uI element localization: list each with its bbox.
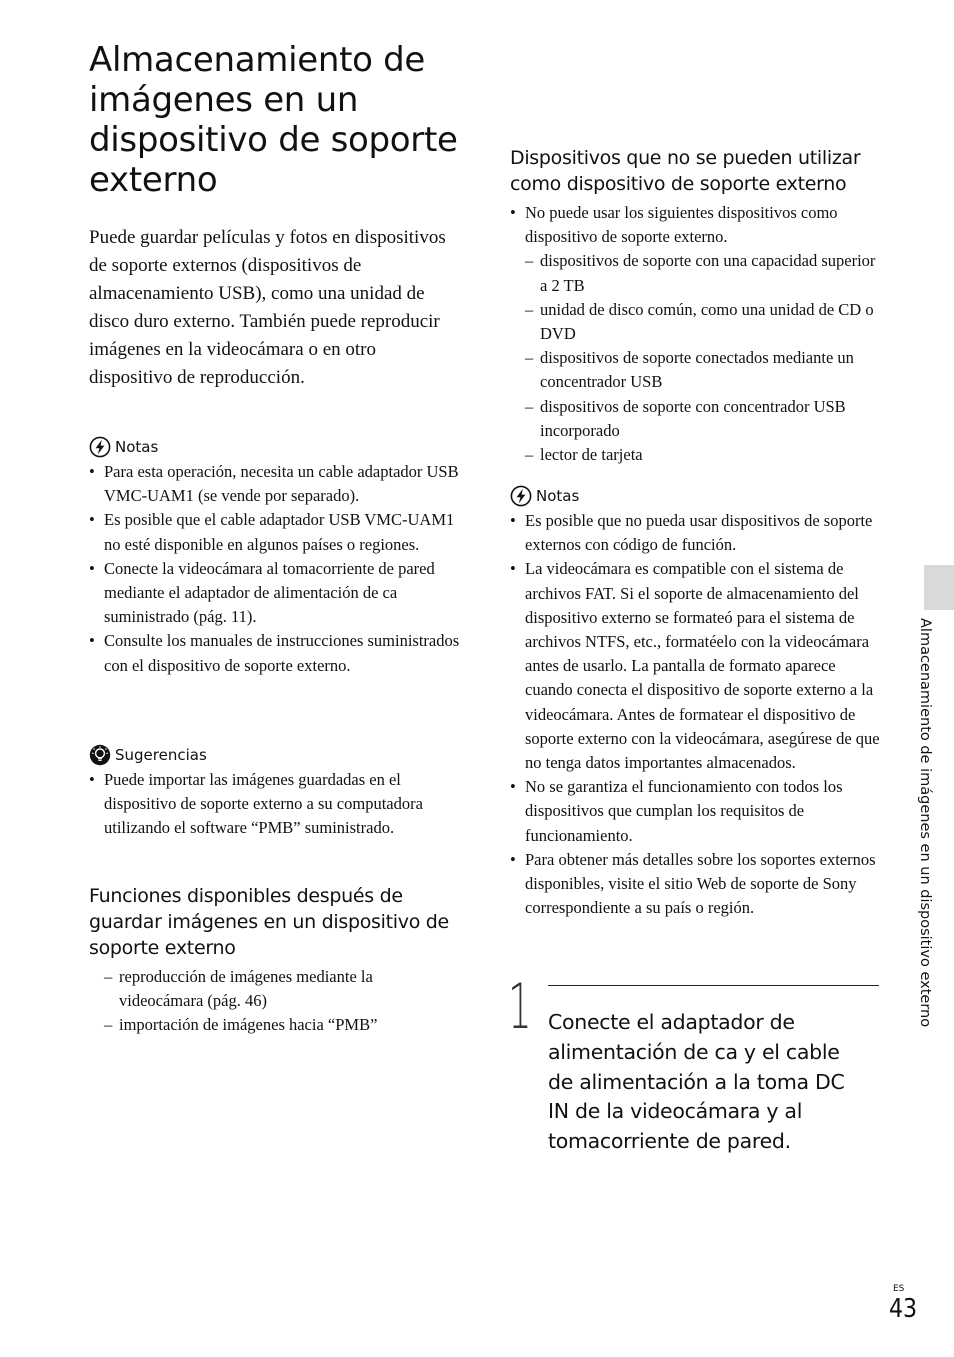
step-divider	[548, 985, 879, 986]
tips-list	[89, 768, 434, 841]
notes-label: Notas	[115, 438, 159, 456]
notes-label: Notas	[536, 487, 580, 505]
section-side-label: Almacenamiento de imágenes en un dispositivo externo	[917, 618, 933, 1028]
unusable-list	[510, 201, 882, 467]
list-item: • Para esta operación, necesita un cable adaptador USB VMC-UAM1 (se vende por separado).	[89, 460, 464, 508]
list-item: • La videocámara es compatible con el sistema de archivos FAT. Si el soporte de almacenamiento del dispositivo externo se formateó para el sistema de archivos NTFS, etc., formatéelo con la videocámara antes de usarlo. La pantalla de formato aparece cuando conecta el dispositivo de soporte externo a la videocámara. Antes de formatear el dispositivo de soporte externo con la videocámara, asegúrese de que no tenga datos importantes almacenados.	[510, 557, 882, 775]
list-item: – dispositivos de soporte con concentrador USB incorporado	[525, 395, 882, 443]
list-item: • No se garantiza el funcionamiento con todos los dispositivos que cumplan los requisitos de funcionamiento.	[510, 775, 882, 848]
language-code: ES	[893, 1284, 905, 1294]
functions-heading: Funciones disponibles después de guardar imágenes en un dispositivo de soporte externo	[89, 885, 449, 959]
list-item: • Es posible que no pueda usar dispositivos de soporte externos con código de función.	[510, 509, 882, 557]
list-item: – reproducción de imágenes mediante la videocámara (pág. 46)	[104, 965, 434, 1013]
section-tab	[924, 565, 954, 610]
unusable-sublist	[525, 249, 882, 467]
list-item: • Consulte los manuales de instrucciones suministrados con el dispositivo de soporte externo.	[89, 629, 464, 677]
page-number: 43	[889, 1294, 918, 1324]
caution-icon	[510, 485, 532, 507]
list-item: • Es posible que el cable adaptador USB VMC-UAM1 no esté disponible en algunos países o regiones.	[89, 508, 464, 556]
lightbulb-icon	[89, 744, 111, 766]
list-item	[510, 201, 882, 467]
unusable-intro: No puede usar los siguientes dispositivos como dispositivo de soporte externo.	[525, 203, 838, 247]
list-item: • Para obtener más detalles sobre los soportes externos disponibles, visite el sitio Web de soporte de Sony correspondiente a su país o región.	[510, 848, 882, 921]
list-item: • Puede importar las imágenes guardadas en el dispositivo de soporte externo a su computadora utilizando el software “PMB” suministrado.	[89, 768, 434, 841]
intro-paragraph: Puede guardar películas y fotos en dispositivos de soporte externos (dispositivos de almacenamiento USB), como una unidad de disco duro externo. También puede reproducir imágenes en la videocámara o en otro dispositivo de reproducción.	[89, 227, 446, 388]
step-instruction: Conecte el adaptador de alimentación de ca y el cable de alimentación a la toma DC IN de la videocámara y al tomacorriente de pared.	[548, 1010, 845, 1154]
notes-list	[510, 509, 882, 920]
notes-header	[510, 485, 579, 507]
list-item: – dispositivos de soporte conectados mediante un concentrador USB	[525, 346, 882, 394]
notes-header	[89, 436, 158, 458]
list-item: – dispositivos de soporte con una capacidad superior a 2 TB	[525, 249, 882, 297]
list-item: • Conecte la videocámara al tomacorriente de pared mediante el adaptador de alimentación de ca suministrado (pág. 11).	[89, 557, 464, 630]
functions-list	[104, 965, 434, 1038]
caution-icon	[89, 436, 111, 458]
unusable-heading: Dispositivos que no se pueden utilizar como dispositivo de soporte externo	[510, 147, 861, 195]
tips-header	[89, 744, 207, 766]
list-item: – importación de imágenes hacia “PMB”	[104, 1013, 434, 1037]
notes-list	[89, 460, 464, 678]
tips-label: Sugerencias	[115, 746, 207, 764]
list-item: – lector de tarjeta	[525, 443, 882, 467]
list-item: – unidad de disco común, como una unidad de CD o DVD	[525, 298, 882, 346]
page-title: Almacenamiento de imágenes en un dispositivo de soporte externo	[89, 40, 458, 200]
step-number: 1	[508, 970, 532, 1043]
